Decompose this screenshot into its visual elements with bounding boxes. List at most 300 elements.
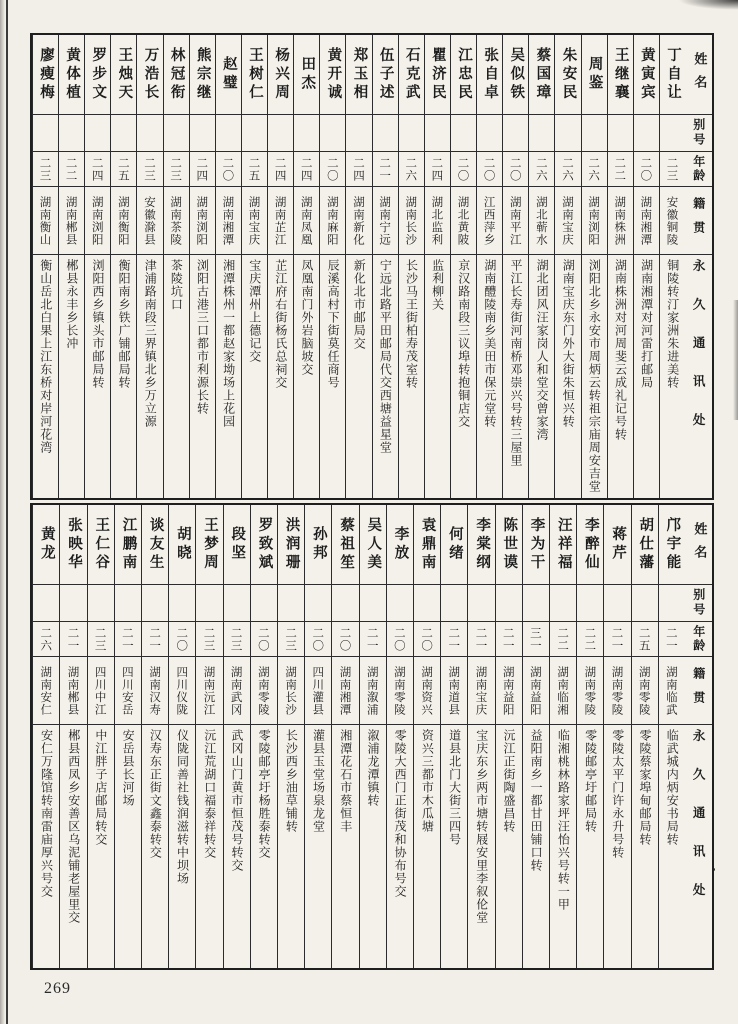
entry-origin: [399, 187, 424, 255]
entry-origin: [169, 657, 195, 725]
entry-column: [522, 505, 549, 968]
entry-name: [251, 505, 277, 585]
header-name: [685, 35, 712, 115]
entry-name-text: 张自卓: [482, 46, 499, 103]
entry-column: [250, 505, 277, 968]
entry-origin: [387, 657, 413, 725]
entry-address: [555, 255, 580, 498]
entry-age: [33, 622, 59, 657]
entry-age: [196, 622, 222, 657]
entry-age: [169, 622, 195, 657]
entry-name-text: 蔡国璋: [534, 46, 551, 103]
page-number: 269: [44, 980, 71, 997]
entry-origin-text: 湖南溆浦: [365, 665, 380, 716]
entry-address-text: 零陵邮亭圩杨胜泰转交: [257, 729, 272, 859]
entry-address-text: 津浦路南段三界镇北乡万立源: [143, 259, 158, 428]
entry-origin-text: 四川仪陇: [175, 665, 190, 716]
entry-name-text: 李醉仙: [582, 516, 599, 573]
entry-column: [168, 505, 195, 968]
entry-name: [496, 505, 522, 585]
entry-column: [241, 35, 267, 498]
entry-origin: [477, 187, 502, 255]
entry-name: [305, 505, 331, 585]
entry-age: [468, 622, 494, 657]
directory-page: [30, 33, 714, 970]
header-origin: [685, 657, 712, 725]
entry-origin-text: 安徽滁县: [142, 195, 157, 246]
entry-name: [577, 505, 603, 585]
entry-name-text: 石克武: [403, 46, 420, 103]
entry-name-text: 万浩长: [142, 46, 159, 103]
entry-name: [169, 505, 195, 585]
entry-column: [372, 35, 398, 498]
header-alias: [685, 115, 712, 152]
entry-origin: [142, 657, 168, 725]
entry-name: [604, 505, 630, 585]
entry-name: [190, 35, 215, 115]
entry-age: [137, 152, 162, 187]
entry-origin: [332, 657, 358, 725]
entry-address-text: 湘潭株州一都赵家坳场上花园: [221, 259, 236, 428]
entry-alias: [164, 115, 189, 152]
header-name-label: 姓名: [691, 521, 707, 568]
entry-origin-text: 湖南益阳: [528, 665, 543, 716]
entry-address: [659, 725, 685, 968]
entry-origin: [346, 187, 371, 255]
header-age-label: 年龄: [691, 155, 706, 183]
entry-age: [60, 622, 86, 657]
entry-alias: [660, 115, 685, 152]
entry-column: [84, 35, 110, 498]
entry-origin-text: 湖北蕲水: [534, 195, 549, 246]
entry-alias: [59, 115, 84, 152]
entry-address: [346, 255, 371, 498]
entry-alias: [60, 585, 86, 622]
entry-column: [607, 35, 633, 498]
entry-alias: [278, 585, 304, 622]
entry-age: [608, 152, 633, 187]
entry-name-text: 邝宇能: [664, 516, 681, 573]
entry-address: [111, 255, 136, 498]
entry-name-text: 王梦周: [202, 516, 219, 573]
entry-column: [467, 505, 494, 968]
entry-age: [190, 152, 215, 187]
header-alias-label: 别号: [691, 118, 706, 148]
entry-origin: [360, 657, 386, 725]
entry-origin-text: 湖南零陵: [610, 665, 625, 716]
entry-address-text: 道县北门大街三四号: [447, 729, 462, 846]
entry-column: [319, 35, 345, 498]
entry-alias: [399, 115, 424, 152]
entry-age: [373, 152, 398, 187]
entry-name-text: 吴似铁: [508, 46, 525, 103]
entry-age: [320, 152, 345, 187]
entry-name-text: 郑玉相: [351, 46, 368, 103]
entry-alias: [294, 115, 319, 152]
directory-table-bottom: [30, 503, 714, 970]
entry-alias: [477, 115, 502, 152]
header-origin-label: 籍贯: [691, 196, 706, 245]
entry-address-text: 资兴三都市木瓜塘: [420, 729, 435, 833]
entry-age-text: 二六: [560, 156, 575, 182]
header-alias-label: 别号: [691, 588, 706, 618]
entry-name: [216, 35, 241, 115]
entry-column: [277, 505, 304, 968]
entry-column: [32, 505, 59, 968]
entry-age-text: 二〇: [456, 156, 471, 182]
entry-origin: [451, 187, 476, 255]
entry-column: [32, 35, 58, 498]
entry-age: [224, 622, 250, 657]
entry-origin-text: 湖南浏阳: [90, 195, 105, 246]
header-age: [685, 152, 712, 187]
entry-origin-text: 湖南湘潭: [639, 195, 654, 246]
entry-origin-text: 湖南茶陵: [169, 195, 184, 246]
entry-alias: [111, 115, 136, 152]
entry-column: [110, 35, 136, 498]
entry-alias: [33, 585, 59, 622]
header-alias: [685, 585, 712, 622]
entry-name-text: 袁鼎南: [419, 516, 436, 573]
entry-alias: [346, 115, 371, 152]
entry-address-text: 安岳县长河场: [121, 729, 136, 807]
header-name-label: 姓名: [691, 51, 707, 98]
entry-origin: [634, 187, 659, 255]
entry-origin: [550, 657, 576, 725]
entry-name-text: 何绪: [446, 526, 463, 563]
entry-age-text: 二五: [247, 156, 262, 182]
entry-name-text: 王继襄: [612, 46, 629, 103]
entry-column: [413, 505, 440, 968]
entry-age-text: 二一: [120, 626, 135, 652]
entry-origin-text: 四川灌县: [311, 665, 326, 716]
entry-address-text: 临湘桃林路家坪汪怡兴号转一甲: [556, 729, 571, 911]
entry-age: [555, 152, 580, 187]
entry-name-text: 江忠民: [456, 46, 473, 103]
entry-age-text: 二〇: [482, 156, 497, 182]
entry-alias: [190, 115, 215, 152]
entry-name: [33, 35, 58, 115]
entry-age: [477, 152, 502, 187]
entry-origin-text: 湖南麻阳: [325, 195, 340, 246]
entry-age-text: 二三: [38, 156, 53, 182]
entry-origin: [278, 657, 304, 725]
entry-origin: [414, 657, 440, 725]
entry-origin-text: 湖南宝庆: [247, 195, 262, 246]
entry-column: [293, 35, 319, 498]
entry-name-text: 罗步文: [90, 46, 107, 103]
entry-origin-text: 湖南郴县: [66, 665, 81, 716]
entry-age-text: 二六: [534, 156, 549, 182]
entry-address: [88, 725, 114, 968]
entry-age-text: 二〇: [311, 626, 326, 652]
entry-origin: [88, 657, 114, 725]
entry-alias: [142, 585, 168, 622]
entry-name-text: 王树仁: [247, 46, 264, 103]
entry-alias: [425, 115, 450, 152]
entry-origin: [190, 187, 215, 255]
entry-origin: [577, 657, 603, 725]
entry-name: [387, 505, 413, 585]
entry-column: [631, 505, 658, 968]
entry-origin: [33, 187, 58, 255]
entry-column: [59, 505, 86, 968]
entry-name: [320, 35, 345, 115]
entry-address: [503, 255, 528, 498]
entry-origin-text: 湖南零陵: [392, 665, 407, 716]
entry-column: [345, 35, 371, 498]
entry-name-text: 林冠衔: [168, 46, 185, 103]
entry-address: [496, 725, 522, 968]
entry-name: [441, 505, 467, 585]
entry-name-text: 黄开诚: [325, 46, 342, 103]
entry-age: [387, 622, 413, 657]
entry-name-text: 周鉴: [586, 56, 603, 93]
entry-age: [278, 622, 304, 657]
entry-origin: [373, 187, 398, 255]
header-age: [685, 622, 712, 657]
entry-address-text: 临武城内炳安书局转: [665, 729, 680, 846]
entry-name-text: 张映华: [66, 516, 83, 573]
entry-age-text: 二六: [39, 626, 54, 652]
entry-name: [451, 35, 476, 115]
entry-address-text: 零陵蔡家埠甸邮局转: [637, 729, 652, 846]
entry-age-text: 二三: [93, 626, 108, 652]
entry-address: [660, 255, 685, 498]
header-address-label: 永久通讯处: [691, 729, 707, 922]
entry-address: [373, 255, 398, 498]
entry-name: [268, 35, 293, 115]
entry-age-text: 二五: [637, 626, 652, 652]
entry-name-text: 廖瘦梅: [38, 46, 55, 103]
entry-alias: [503, 115, 528, 152]
entry-name: [224, 505, 250, 585]
entry-column: [195, 505, 222, 968]
entry-name: [634, 35, 659, 115]
entry-address-text: 辰溪高村下街莫任商号: [326, 259, 341, 389]
entry-address: [278, 725, 304, 968]
entry-age-text: 二四: [195, 156, 210, 182]
entry-address: [224, 725, 250, 968]
entry-age: [242, 152, 267, 187]
entry-address: [477, 255, 502, 498]
entry-alias: [496, 585, 522, 622]
entry-alias: [604, 585, 630, 622]
entry-name: [425, 35, 450, 115]
entry-age: [550, 622, 576, 657]
entry-address: [582, 255, 607, 498]
entry-alias: [632, 585, 658, 622]
entry-address: [468, 725, 494, 968]
scan-smudge-top-right: [678, 0, 738, 10]
entry-age-text: 二〇: [508, 156, 523, 182]
entry-address: [332, 725, 358, 968]
entry-origin: [294, 187, 319, 255]
entry-name-text: 李放: [392, 526, 409, 563]
entry-address: [115, 725, 141, 968]
entry-column: [476, 35, 502, 498]
entry-name-text: 黄寅宾: [638, 46, 655, 103]
entry-alias: [251, 585, 277, 622]
entry-address-text: 湖南株洲对河周斐云成礼记号转: [613, 259, 628, 441]
entry-age: [59, 152, 84, 187]
entry-alias: [242, 115, 267, 152]
entry-address: [251, 725, 277, 968]
entry-alias: [414, 585, 440, 622]
entry-alias: [268, 115, 293, 152]
entry-name: [360, 505, 386, 585]
entry-origin-text: 湖南道县: [447, 665, 462, 716]
entry-age-text: 二〇: [325, 156, 340, 182]
entry-name-text: 江鹏南: [120, 516, 137, 573]
entry-address: [85, 255, 110, 498]
entry-address: [634, 255, 659, 498]
entry-name: [346, 35, 371, 115]
entry-origin-text: 湖北监利: [430, 195, 445, 246]
entry-address: [294, 255, 319, 498]
entry-name: [529, 35, 554, 115]
entry-column: [359, 505, 386, 968]
entry-age: [577, 622, 603, 657]
entry-name-text: 洪润珊: [283, 516, 300, 573]
entry-alias: [33, 115, 58, 152]
entry-age-text: 二三: [284, 626, 299, 652]
entry-age: [88, 622, 114, 657]
entry-origin: [660, 187, 685, 255]
entry-name: [294, 35, 319, 115]
entry-address: [268, 255, 293, 498]
entry-origin: [60, 657, 86, 725]
entry-column: [189, 35, 215, 498]
entry-age-text: 二二: [613, 156, 628, 182]
entry-alias: [196, 585, 222, 622]
entry-address: [550, 725, 576, 968]
entry-name-text: 杨兴周: [273, 46, 290, 103]
entry-address: [60, 725, 86, 968]
entry-origin-text: 湖南浏阳: [587, 195, 602, 246]
entry-age: [425, 152, 450, 187]
entry-address: [59, 255, 84, 498]
entry-alias: [320, 115, 345, 152]
entry-origin-text: 湖南宝庆: [560, 195, 575, 246]
entry-address: [632, 725, 658, 968]
entry-age-text: 二二: [583, 626, 598, 652]
entry-age: [604, 622, 630, 657]
entry-alias: [555, 115, 580, 152]
entry-address-text: 京汉路南段三议埠转抱铜店交: [456, 259, 471, 428]
entry-age-text: 二三: [142, 156, 157, 182]
entry-address-text: 沅江正街陶盛昌转: [501, 729, 516, 833]
entry-address-text: 浏阳北乡永安市周炳云转祖宗庙周安吉堂: [587, 259, 602, 493]
entry-age-text: 二一: [610, 626, 625, 652]
entry-alias: [305, 585, 331, 622]
entry-column: [633, 35, 659, 498]
entry-name: [60, 505, 86, 585]
entry-alias: [360, 585, 386, 622]
entry-origin: [632, 657, 658, 725]
entry-origin: [268, 187, 293, 255]
entry-address-text: 浏阳西乡镇头市邮局转: [90, 259, 105, 389]
entry-address-text: 新化北市邮局交: [352, 259, 367, 350]
entry-origin-text: 湖南凤凰: [299, 195, 314, 246]
entry-name-text: 汪祥福: [555, 516, 572, 573]
entry-column: [386, 505, 413, 968]
entry-name: [59, 35, 84, 115]
entry-age-text: 二〇: [338, 626, 353, 652]
entry-origin: [224, 657, 250, 725]
entry-origin-text: 湖南郴县: [64, 195, 79, 246]
entry-alias: [216, 115, 241, 152]
entry-address: [399, 255, 424, 498]
entry-origin: [305, 657, 331, 725]
entry-address: [577, 725, 603, 968]
entry-age-text: 二一: [378, 156, 393, 182]
entry-alias: [387, 585, 413, 622]
entry-name: [468, 505, 494, 585]
entry-age: [33, 152, 58, 187]
entry-age: [634, 152, 659, 187]
entry-origin-text: 湖南衡山: [38, 195, 53, 246]
entry-name-text: 胡仕藩: [637, 516, 654, 573]
entry-name-text: 熊宗继: [194, 46, 211, 103]
entry-origin-text: 湖南益阳: [501, 665, 516, 716]
entry-address-text: 仪陇同善社钱润滋转中坝场: [175, 729, 190, 885]
entry-name-text: 王仁谷: [93, 516, 110, 573]
entry-address: [33, 255, 58, 498]
entry-age-text: 二二: [556, 626, 571, 652]
entry-address-text: 芷江府右街杨氏总祠交: [273, 259, 288, 389]
entry-column: [163, 35, 189, 498]
entry-origin: [251, 657, 277, 725]
entry-address: [196, 725, 222, 968]
entry-age-text: 二一: [447, 626, 462, 652]
entry-age-text: 二四: [430, 156, 445, 182]
entry-column: [114, 505, 141, 968]
entry-age: [399, 152, 424, 187]
entry-origin: [425, 187, 450, 255]
entry-name: [523, 505, 549, 585]
entry-origin: [33, 657, 59, 725]
entry-origin-text: 湖南衡阳: [116, 195, 131, 246]
entry-address-text: 监利柳关: [430, 259, 445, 311]
entry-column: [554, 35, 580, 498]
entry-address-text: 中江胖子店邮局转交: [93, 729, 108, 846]
entry-origin-text: 江西萍乡: [482, 195, 497, 246]
entry-name: [414, 505, 440, 585]
entry-column: [603, 505, 630, 968]
entry-name: [115, 505, 141, 585]
entry-age-text: 二四: [90, 156, 105, 182]
entry-column: [58, 35, 84, 498]
entry-age-text: 二四: [351, 156, 366, 182]
entry-age: [216, 152, 241, 187]
entry-origin-text: 湖南汉寿: [148, 665, 163, 716]
entry-column: [424, 35, 450, 498]
header-age-label: 年龄: [691, 625, 706, 653]
entry-address-text: 衡阳南乡铁广铺邮局转: [117, 259, 132, 389]
entry-age: [582, 152, 607, 187]
entry-origin: [608, 187, 633, 255]
entry-age: [496, 622, 522, 657]
entry-address-text: 浏阳古港三口都市利源长转: [195, 259, 210, 415]
entry-column: [215, 35, 241, 498]
entry-name-text: 吴人美: [365, 516, 382, 573]
entry-name: [88, 505, 114, 585]
entry-column: [495, 505, 522, 968]
scan-edge-shadow: [0, 0, 5, 1024]
entry-origin: [604, 657, 630, 725]
entry-address: [529, 255, 554, 498]
